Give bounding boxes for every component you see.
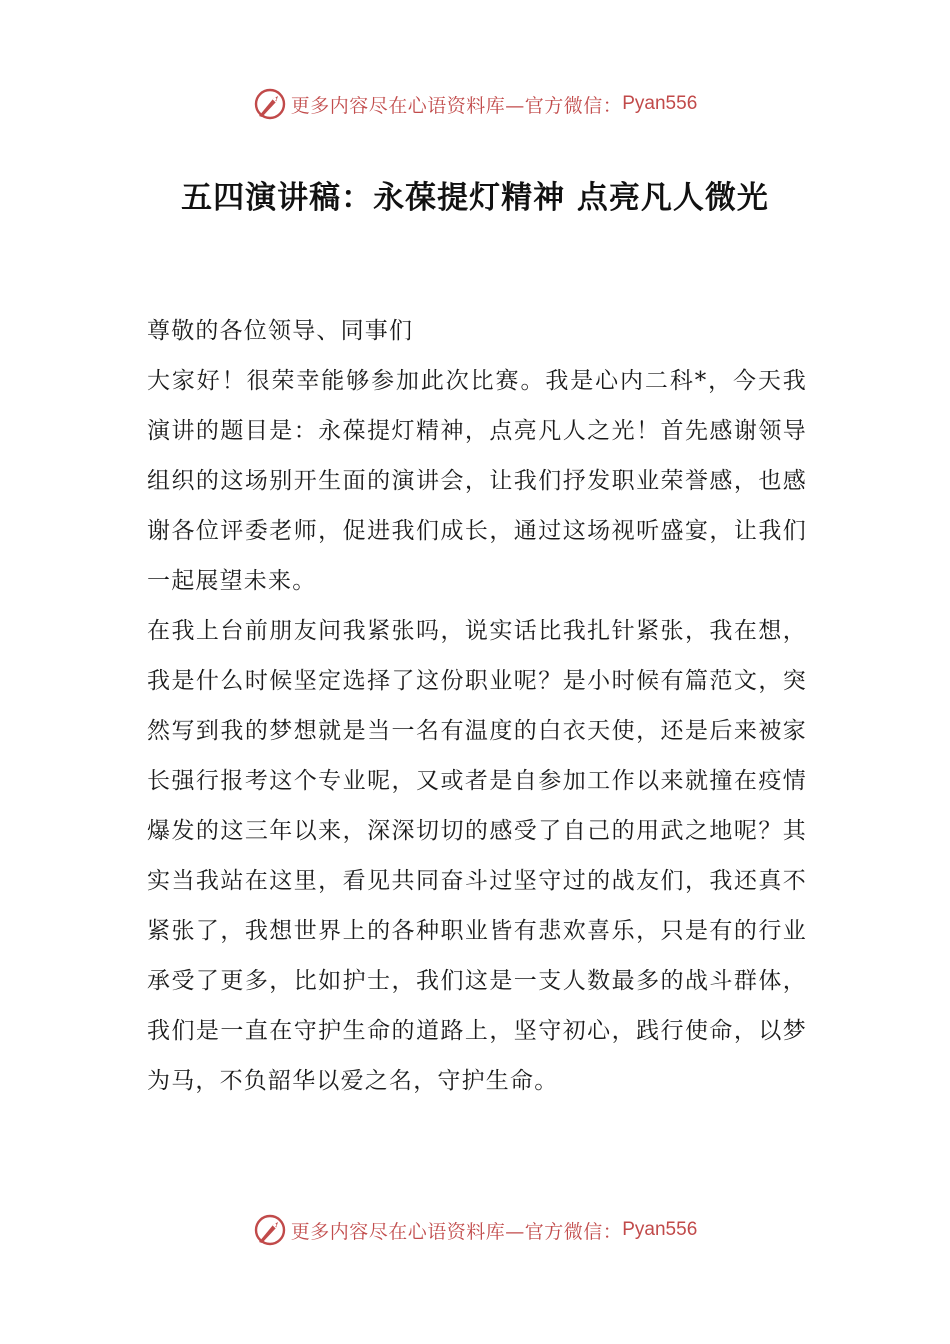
paragraph: 大家好！很荣幸能够参加此次比赛。我是心内二科*，今天我演讲的题目是：永葆提灯精神，点亮凡人之光！首先感谢领导组织的这场别开生面的演讲会，让我们抒发职业荣誉感，也感谢各位评委老师，促进我们成长，通过这场视听盛宴，让我们一起展望未来。: [147, 368, 807, 594]
salutation: 尊敬的各位领导、同事们: [147, 318, 414, 344]
banner-text: 更多内容尽在心语资料库—官方微信：: [290, 1220, 623, 1243]
document-body: [147, 306, 807, 1106]
pen-nib-logo-icon: [253, 1213, 287, 1247]
wechat-id: Pyan556: [622, 93, 698, 114]
banner-text: 更多内容尽在心语资料库—官方微信：: [290, 94, 623, 117]
footer-banner: [0, 1208, 950, 1252]
paragraph: 在我上台前朋友问我紧张吗，说实话比我扎针紧张，我在想，我是什么时候坚定选择了这份职业呢？是小时候有篇范文，突然写到我的梦想就是当一名有温度的白衣天使，还是后来被家长强行报考这个专业呢，又或者是自参加工作以来就撞在疫情爆发的这三年以来，深深切切的感受了自己的用武之地呢？其实当我站在这里，看见共同奋斗过坚守过的战友们，我还真不紧张了，我想世界上的各种职业皆有悲欢喜乐，只是有的行业承受了更多，比如护士，我们这是一支人数最多的战斗群体，我们是一直在守护生命的道路上，坚守初心，践行使命，以梦为马，不负韶华以爱之名，守护生命。: [147, 618, 807, 1094]
header-banner: [0, 82, 950, 126]
document-title: 五四演讲稿：永葆提灯精神 点亮凡人微光: [181, 180, 769, 216]
pen-nib-logo-icon: [253, 87, 287, 121]
wechat-id: Pyan556: [622, 1219, 698, 1240]
